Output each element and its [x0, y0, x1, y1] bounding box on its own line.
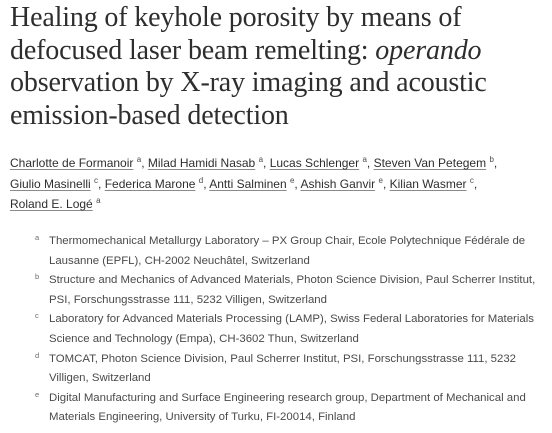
title-italic: operando — [375, 34, 482, 66]
affiliation-mark: e — [35, 389, 40, 399]
affiliation-text: TOMCAT, Photon Science Division, Paul Scherrer Institut, PSI, Forschungsstrasse 111, 5232 Villigen, Switzerland — [49, 352, 517, 385]
affiliation-text: Thermomechanical Metallurgy Laboratory – PX Group Chair, Ecole Polytechnique Fédérale de Lausanne (EPFL), CH-2002 Neuchâtel, Switzerland — [49, 235, 526, 267]
affiliation-list — [34, 232, 550, 428]
author-item: Lucas Schlenger $^a$, — [269, 155, 374, 170]
affiliation-mark: b — [35, 272, 40, 282]
author-link[interactable]: Lucas Schlenger — [269, 156, 360, 170]
affiliation-text: Digital Manufacturing and Surface Engineering research group, Department of Mechanical and Materials Engineering, University of Turku, FI-20014, Finland — [49, 391, 526, 424]
article-title — [10, 2, 550, 132]
author-link[interactable]: Milad Hamidi Nasab — [147, 156, 256, 170]
author-item: Charlotte de Formanoir $^a$, — [10, 155, 148, 170]
affiliation-mark: c — [35, 311, 39, 321]
author-link[interactable]: Antti Salminen — [209, 176, 287, 191]
author-link[interactable]: Kilian Wasmer — [389, 176, 467, 191]
author-link[interactable]: Giulio Masinelli — [10, 176, 91, 191]
author-item: Ashish Ganvir $^e$, — [300, 175, 390, 191]
affiliation-item — [34, 271, 550, 310]
affiliation-item — [34, 232, 550, 271]
author-affiliation-mark: a — [136, 155, 142, 164]
author-item: Antti Salminen $^e$, — [209, 175, 301, 191]
title-part-2: observation by X-ray imaging and acoustic emission-based detection — [10, 67, 487, 131]
affiliation-item — [34, 350, 550, 389]
affiliation-text: Laboratory for Advanced Materials Processing (LAMP), Swiss Federal Laboratories for Materials Science and Technology (Empa), CH-3602 Thun, Switzerland — [49, 313, 534, 345]
affiliation-text: Structure and Mechanics of Advanced Materials, Photon Science Division, Paul Scherrer Institut, PSI, Forschungsstrasse 111, 5232 Villigen, Switzerland — [49, 274, 536, 306]
author-item: Federica Marone $^d$, — [104, 175, 210, 191]
author-item: Steven Van Petegem $^b$, — [373, 155, 498, 170]
author-affiliation-mark: e — [378, 175, 383, 185]
author-link[interactable]: Roland E. Logé — [10, 197, 93, 211]
author-link[interactable]: Steven Van Petegem — [373, 156, 487, 170]
affiliation-mark: a — [35, 233, 40, 242]
author-link[interactable]: Ashish Ganvir — [300, 176, 376, 191]
author-affiliation-mark: a — [258, 155, 264, 164]
author-affiliation-mark: c — [469, 175, 474, 185]
author-affiliation-mark: b — [489, 155, 494, 164]
author-item: Milad Hamidi Nasab $^a$, — [147, 155, 270, 170]
author-item: Kilian Wasmer $^c$, — [389, 175, 478, 191]
author-item: Giulio Masinelli $^c$, — [10, 175, 105, 191]
author-affiliation-mark: a — [362, 155, 367, 164]
affiliation-item — [34, 310, 550, 349]
author-affiliation-mark: e — [289, 175, 295, 185]
title-part-1: Healing of keyhole porosity by means of defocused laser beam remelting: — [10, 2, 462, 66]
author-item — [10, 197, 101, 211]
author-affiliation-mark: c — [94, 175, 99, 185]
author-link[interactable]: Federica Marone — [104, 176, 196, 191]
author-affiliation-mark: d — [198, 175, 204, 185]
affiliation-mark: d — [35, 350, 40, 360]
author-list — [10, 153, 550, 215]
author-link[interactable]: Charlotte de Formanoir — [10, 156, 134, 170]
author-affiliation-mark: a — [96, 196, 101, 205]
affiliation-item — [34, 389, 550, 428]
